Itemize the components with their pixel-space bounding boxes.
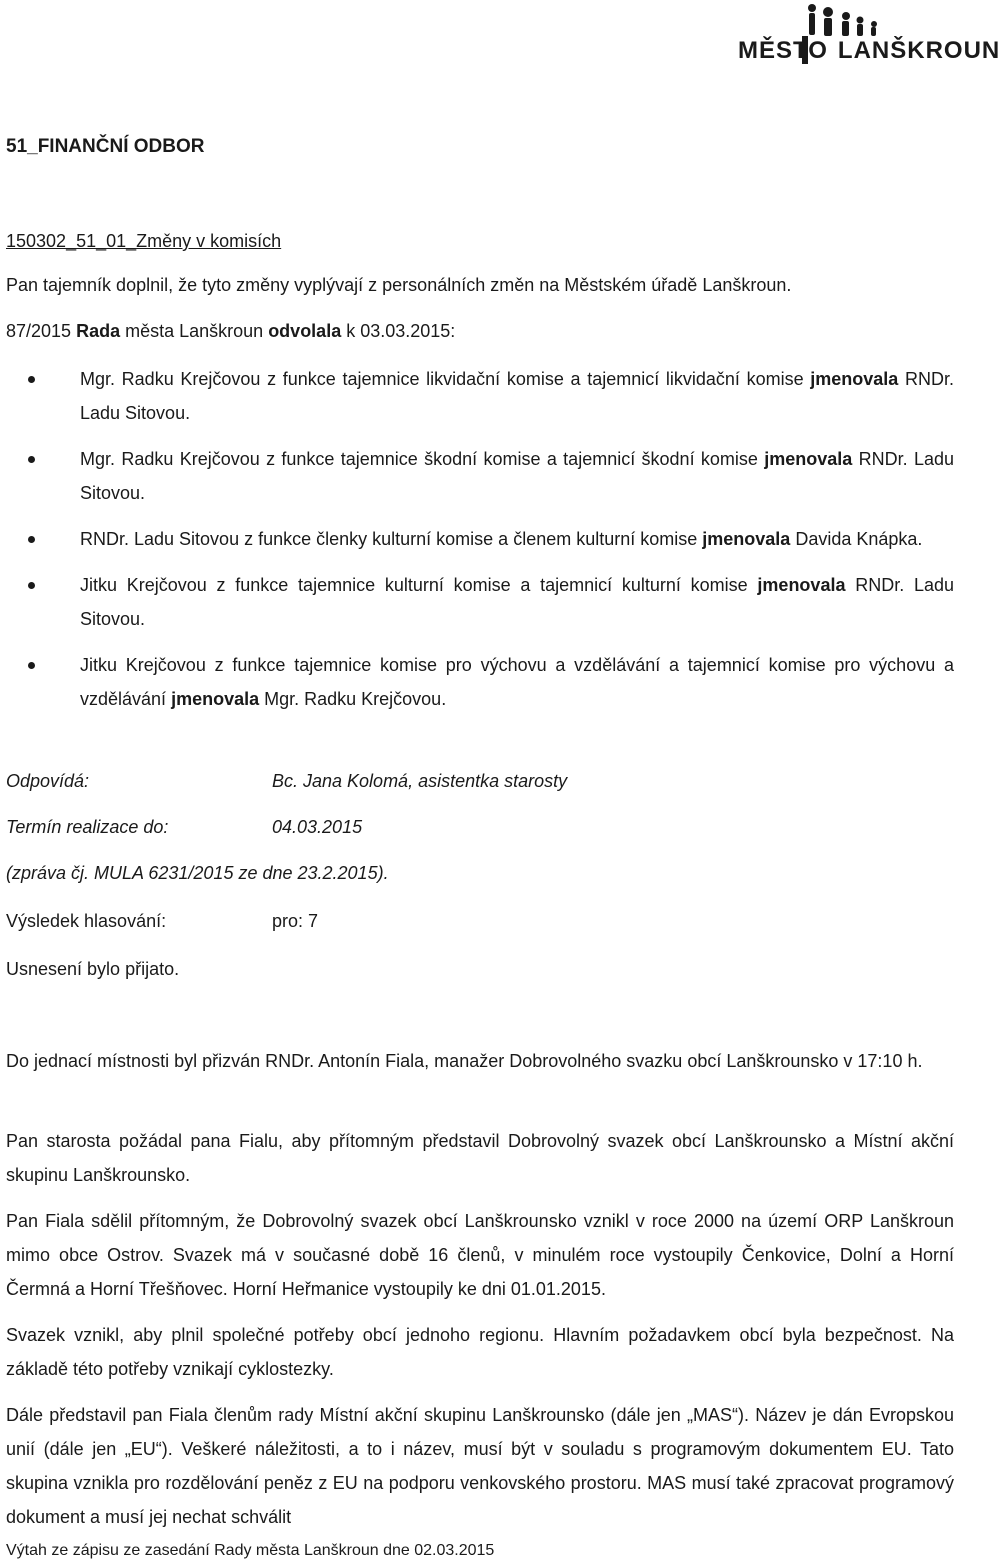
paragraph: Dále představil pan Fiala členům rady Místní akční skupinu Lanškrounsko (dále jen „MAS“). Název je dán Evropskou unií (dále jen „EU“). Veškeré náležitosti, a to i název, musí být v souladu s programovým dokumentem EU. Tato skupina vznikla pro rozdělování peněz z EU na podporu venkovského prostoru. MAS musí také zpracovat programový dokument a musí jej nechat schválit: [6, 1405, 954, 1527]
report-reference: (zpráva čj. MULA 6231/2015 ze dne 23.2.2015).: [6, 863, 389, 883]
list-item: [6, 648, 954, 716]
bullet-text: Mgr. Radku Krejčovou z funkce tajemnice likvidační komise a tajemnicí likvidační komise: [80, 369, 811, 389]
bullet-text: RNDr. Ladu Sitovou z funkce členky kulturní komise a členem kulturní komise: [80, 529, 703, 549]
bullet-icon: [28, 536, 35, 543]
logo-text-right: LANŠKROUN: [837, 37, 1000, 64]
bullet-verb: jmenovala: [757, 575, 846, 595]
bullet-verb: jmenovala: [702, 529, 791, 549]
deadline-value: 04.03.2015: [272, 817, 363, 837]
list-item: [6, 442, 954, 510]
bullet-name: RNDr. Ladu Sitovou.: [80, 575, 954, 629]
bullet-icon: [28, 456, 35, 463]
vote-value: pro: 7: [272, 911, 319, 931]
bullet-verb: jmenovala: [764, 449, 853, 469]
bullet-icon: [28, 376, 35, 383]
resolution-number: 87/2015: [6, 321, 72, 341]
vote-label: Výsledek hlasování:: [6, 911, 167, 931]
bullet-icon: [28, 582, 35, 589]
bullet-verb: jmenovala: [171, 689, 260, 709]
accepted-text: Usnesení bylo přijato.: [6, 959, 180, 979]
responsible-value: Bc. Jana Kolomá, asistentka starosty: [272, 771, 568, 791]
bullet-verb: jmenovala: [810, 369, 899, 389]
deadline-label: Termín realizace do:: [6, 817, 169, 837]
bullet-text: Jitku Krejčovou z funkce tajemnice kulturní komise a tajemnicí kulturní komise: [80, 575, 758, 595]
paragraph: Do jednací místnosti byl přizván RNDr. Antonín Fiala, manažer Dobrovolného svazku obcí Lanškrounsko v 17:10 h.: [6, 1051, 923, 1071]
logo-text-left: MĚSTO: [738, 37, 828, 64]
paragraph: Pan starosta požádal pana Fialu, aby přítomným představil Dobrovolný svazek obcí Lanškrounsko a Místní akční skupinu Lanškrounsko.: [6, 1131, 954, 1185]
bullet-name: RNDr. Ladu Sitovou.: [80, 369, 954, 423]
paragraph: Pan Fiala sdělil přítomným, že Dobrovolný svazek obcí Lanškrounsko vznikl v roce 2000 na území ORP Lanškroun mimo obce Ostrov. Svazek má v současné době 16 členů, v minulém roce vystoupily Čenkovice, Dolní a Horní Čermná a Horní Třešňovec. Horní Heřmanice vystoupily ke dni 01.01.2015.: [6, 1211, 954, 1299]
bullet-name: RNDr. Ladu Sitovou.: [80, 449, 954, 503]
intro-text: Pan tajemník doplnil, že tyto změny vyplývají z personálních změn na Městském úřadě Lanškroun.: [6, 275, 792, 295]
list-item: [6, 522, 954, 556]
item-title: 150302_51_01_Změny v komisích: [6, 231, 282, 251]
section-heading: 51_FINANČNÍ ODBOR: [6, 136, 205, 157]
city-logo: [736, 0, 1000, 72]
resolution-line: [6, 314, 954, 348]
resolution-verb: odvolala: [268, 321, 342, 341]
bullet-list: [6, 362, 954, 728]
bullet-name: Mgr. Radku Krejčovou.: [259, 689, 447, 709]
bullet-text: Jitku Krejčovou z funkce tajemnice komise pro výchovu a vzdělávání a tajemnicí komise pro výchovu a vzdělávání: [80, 655, 954, 709]
resolution-city: města Lanškroun: [120, 321, 269, 341]
resolution-date: k 03.03.2015:: [341, 321, 456, 341]
bullet-text: Mgr. Radku Krejčovou z funkce tajemnice škodní komise a tajemnicí škodní komise: [80, 449, 765, 469]
bullet-icon: [28, 662, 35, 669]
list-item: [6, 568, 954, 636]
paragraph: Svazek vznikl, aby plnil společné potřeby obcí jednoho regionu. Hlavním požadavkem obcí byla bezpečnost. Na základě této potřeby vznikají cyklostezky.: [6, 1325, 954, 1379]
resolution-body: Rada: [76, 321, 121, 341]
bullet-name: Davida Knápka.: [790, 529, 923, 549]
responsible-label: Odpovídá:: [6, 771, 90, 791]
list-item: [6, 362, 954, 430]
page-footer: Výtah ze zápisu ze zasedání Rady města Lanškroun dne 02.03.2015: [6, 1542, 495, 1559]
